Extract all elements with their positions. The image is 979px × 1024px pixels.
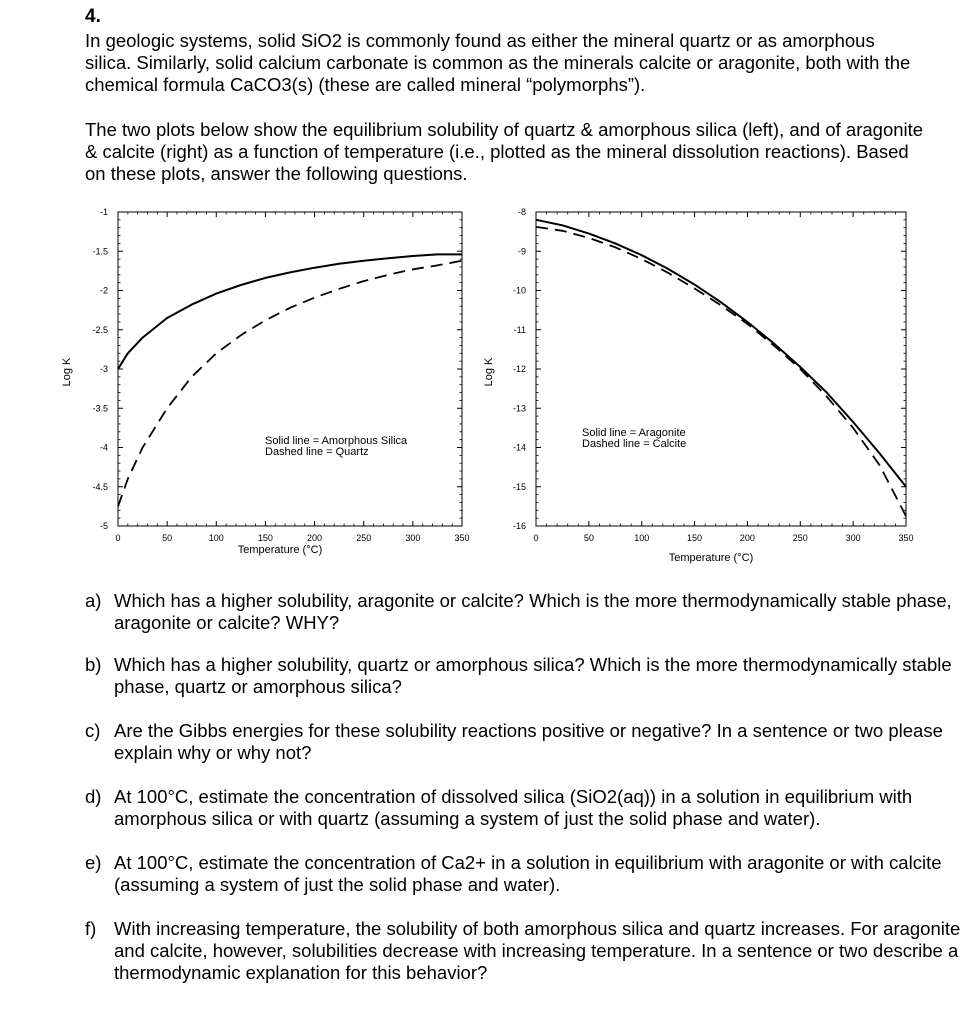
question-c-letter: c): [85, 720, 101, 741]
chart-1-series-quartz: [118, 261, 462, 507]
chart-2-ytick-label: -9: [517, 246, 526, 257]
question-list: [85, 590, 965, 984]
chart-1-ytick-label: -5: [99, 521, 108, 531]
question-d-text: At 100°C, estimate the concentration of dissolved silica (SiO2(aq)) in a solution in equilibrium with amorphous silica or with quartz (assuming a system of just the solid phase and water).: [114, 786, 913, 829]
question-c-text: Are the Gibbs energies for these solubility reactions positive or negative? In a sentence or two please explain why or why not?: [114, 720, 943, 763]
chart-1-ytick-label: -1: [99, 207, 108, 217]
question-a: [85, 590, 965, 634]
question-c: [85, 720, 965, 764]
question-f-letter: f): [85, 918, 97, 939]
question-f: [85, 918, 965, 984]
chart-2-ylabel: Log K: [483, 357, 495, 387]
chart-1-xtick-label: 100: [208, 533, 224, 543]
chart-1-series-amorphous-silica: [118, 254, 462, 369]
question-a-text: Which has a higher solubility, aragonite or calcite? Which is the more thermodynamically stable phase, aragonite or calcite? WHY?: [114, 590, 952, 633]
chart-1-xtick-label: 200: [307, 533, 323, 543]
chart-2-xtick-label: 50: [583, 533, 594, 543]
chart-2-ytick-label: -8: [517, 207, 526, 217]
chart-2-ytick-label: -14: [512, 442, 526, 453]
chart-2-xtick-label: 0: [533, 533, 539, 543]
chart-1-ytick-label: -3.5: [92, 403, 108, 414]
question-e-text: At 100°C, estimate the concentration of Ca2+ in a solution in equilibrium with aragonite or with calcite (assuming a system of just the solid phase and water).: [114, 852, 942, 895]
chart-2-legend-1: Solid line = Aragonite: [582, 427, 686, 439]
question-a-letter: a): [85, 590, 102, 611]
chart-1-ytick-label: -1.5: [92, 246, 108, 257]
question-b: [85, 654, 965, 698]
charts-area: [0, 192, 979, 582]
chart-1-ytick-label: -4.5: [92, 481, 108, 492]
question-e: [85, 852, 965, 896]
chart-2-series-calcite: [536, 227, 906, 516]
chart-1-ytick-label: -4: [99, 442, 108, 453]
question-b-text: Which has a higher solubility, quartz or amorphous silica? Which is the more thermodynamically stable phase, quartz or amorphous silica?: [114, 654, 952, 697]
plots-description: The two plots below show the equilibrium solubility of quartz & amorphous silica (left), and of aragonite & calcite (right) as a function of temperature (i.e., plotted as the mineral dissolution reactions). Based on these plots, answer the following questions.: [85, 119, 924, 184]
chart-2-xtick-label: 100: [634, 533, 650, 543]
chart-2-frame: [536, 212, 906, 526]
chart-1-ytick-label: -2: [99, 285, 108, 296]
chart-1-xtick-label: 0: [115, 533, 121, 543]
chart-2-ytick-label: -11: [513, 324, 526, 335]
chart-1-ylabel: Log K: [61, 357, 73, 387]
chart-1-ytick-label: -2.5: [92, 324, 108, 335]
chart-1-frame: [118, 212, 462, 526]
chart-1-ytick-label: -3: [99, 364, 108, 374]
question-d: [85, 786, 965, 830]
chart-2-xtick-label: 250: [792, 533, 808, 543]
chart-2-ytick-label: -12: [512, 364, 526, 374]
chart-1-xtick-label: 300: [405, 533, 421, 543]
chart-2-ytick-label: -10: [512, 285, 526, 296]
chart-1-xtick-label: 250: [356, 533, 372, 543]
chart-1-xtick-label: 50: [162, 533, 173, 543]
chart-2-xtick-label: 300: [845, 533, 861, 543]
chart-2-xlabel: Temperature (°C): [668, 552, 754, 564]
chart-1-legend-2: Dashed line = Quartz: [265, 446, 369, 458]
question-f-text: With increasing temperature, the solubility of both amorphous silica and quartz increases. For aragonite and calcite, however, solubilities decrease with increasing temperature. In a sentence or two describe a thermodynamic explanation for this behavior?: [114, 918, 961, 983]
chart-2-xtick-label: 150: [687, 533, 703, 543]
chart-2-xtick-label: 200: [739, 533, 755, 543]
chart-1-xtick-label: 350: [454, 533, 470, 543]
chart-1-xtick-label: 150: [257, 533, 273, 543]
chart-1-xlabel: Temperature (°C): [237, 544, 323, 556]
chart-2-ytick-label: -13: [512, 403, 526, 414]
question-e-letter: e): [85, 852, 102, 873]
intro-paragraph: In geologic systems, solid SiO2 is commonly found as either the mineral quartz or as amorphous silica. Similarly, solid calcium carbonate is common as the minerals calcite or aragonite, both with the chemical formula CaCO3(s) (these are called mineral “polymorphs”).: [85, 30, 911, 95]
question-number: 4.: [85, 6, 101, 27]
solubility-charts: [0, 192, 979, 582]
chart-2-ytick-label: -15: [512, 481, 526, 492]
chart-2-legend-2: Dashed line = Calcite: [582, 438, 687, 450]
chart-1-legend-1: Solid line = Amorphous Silica: [265, 435, 408, 447]
question-d-letter: d): [85, 786, 102, 807]
chart-2-xtick-label: 350: [898, 533, 914, 543]
chart-2-ytick-label: -16: [512, 521, 526, 531]
question-b-letter: b): [85, 654, 102, 675]
